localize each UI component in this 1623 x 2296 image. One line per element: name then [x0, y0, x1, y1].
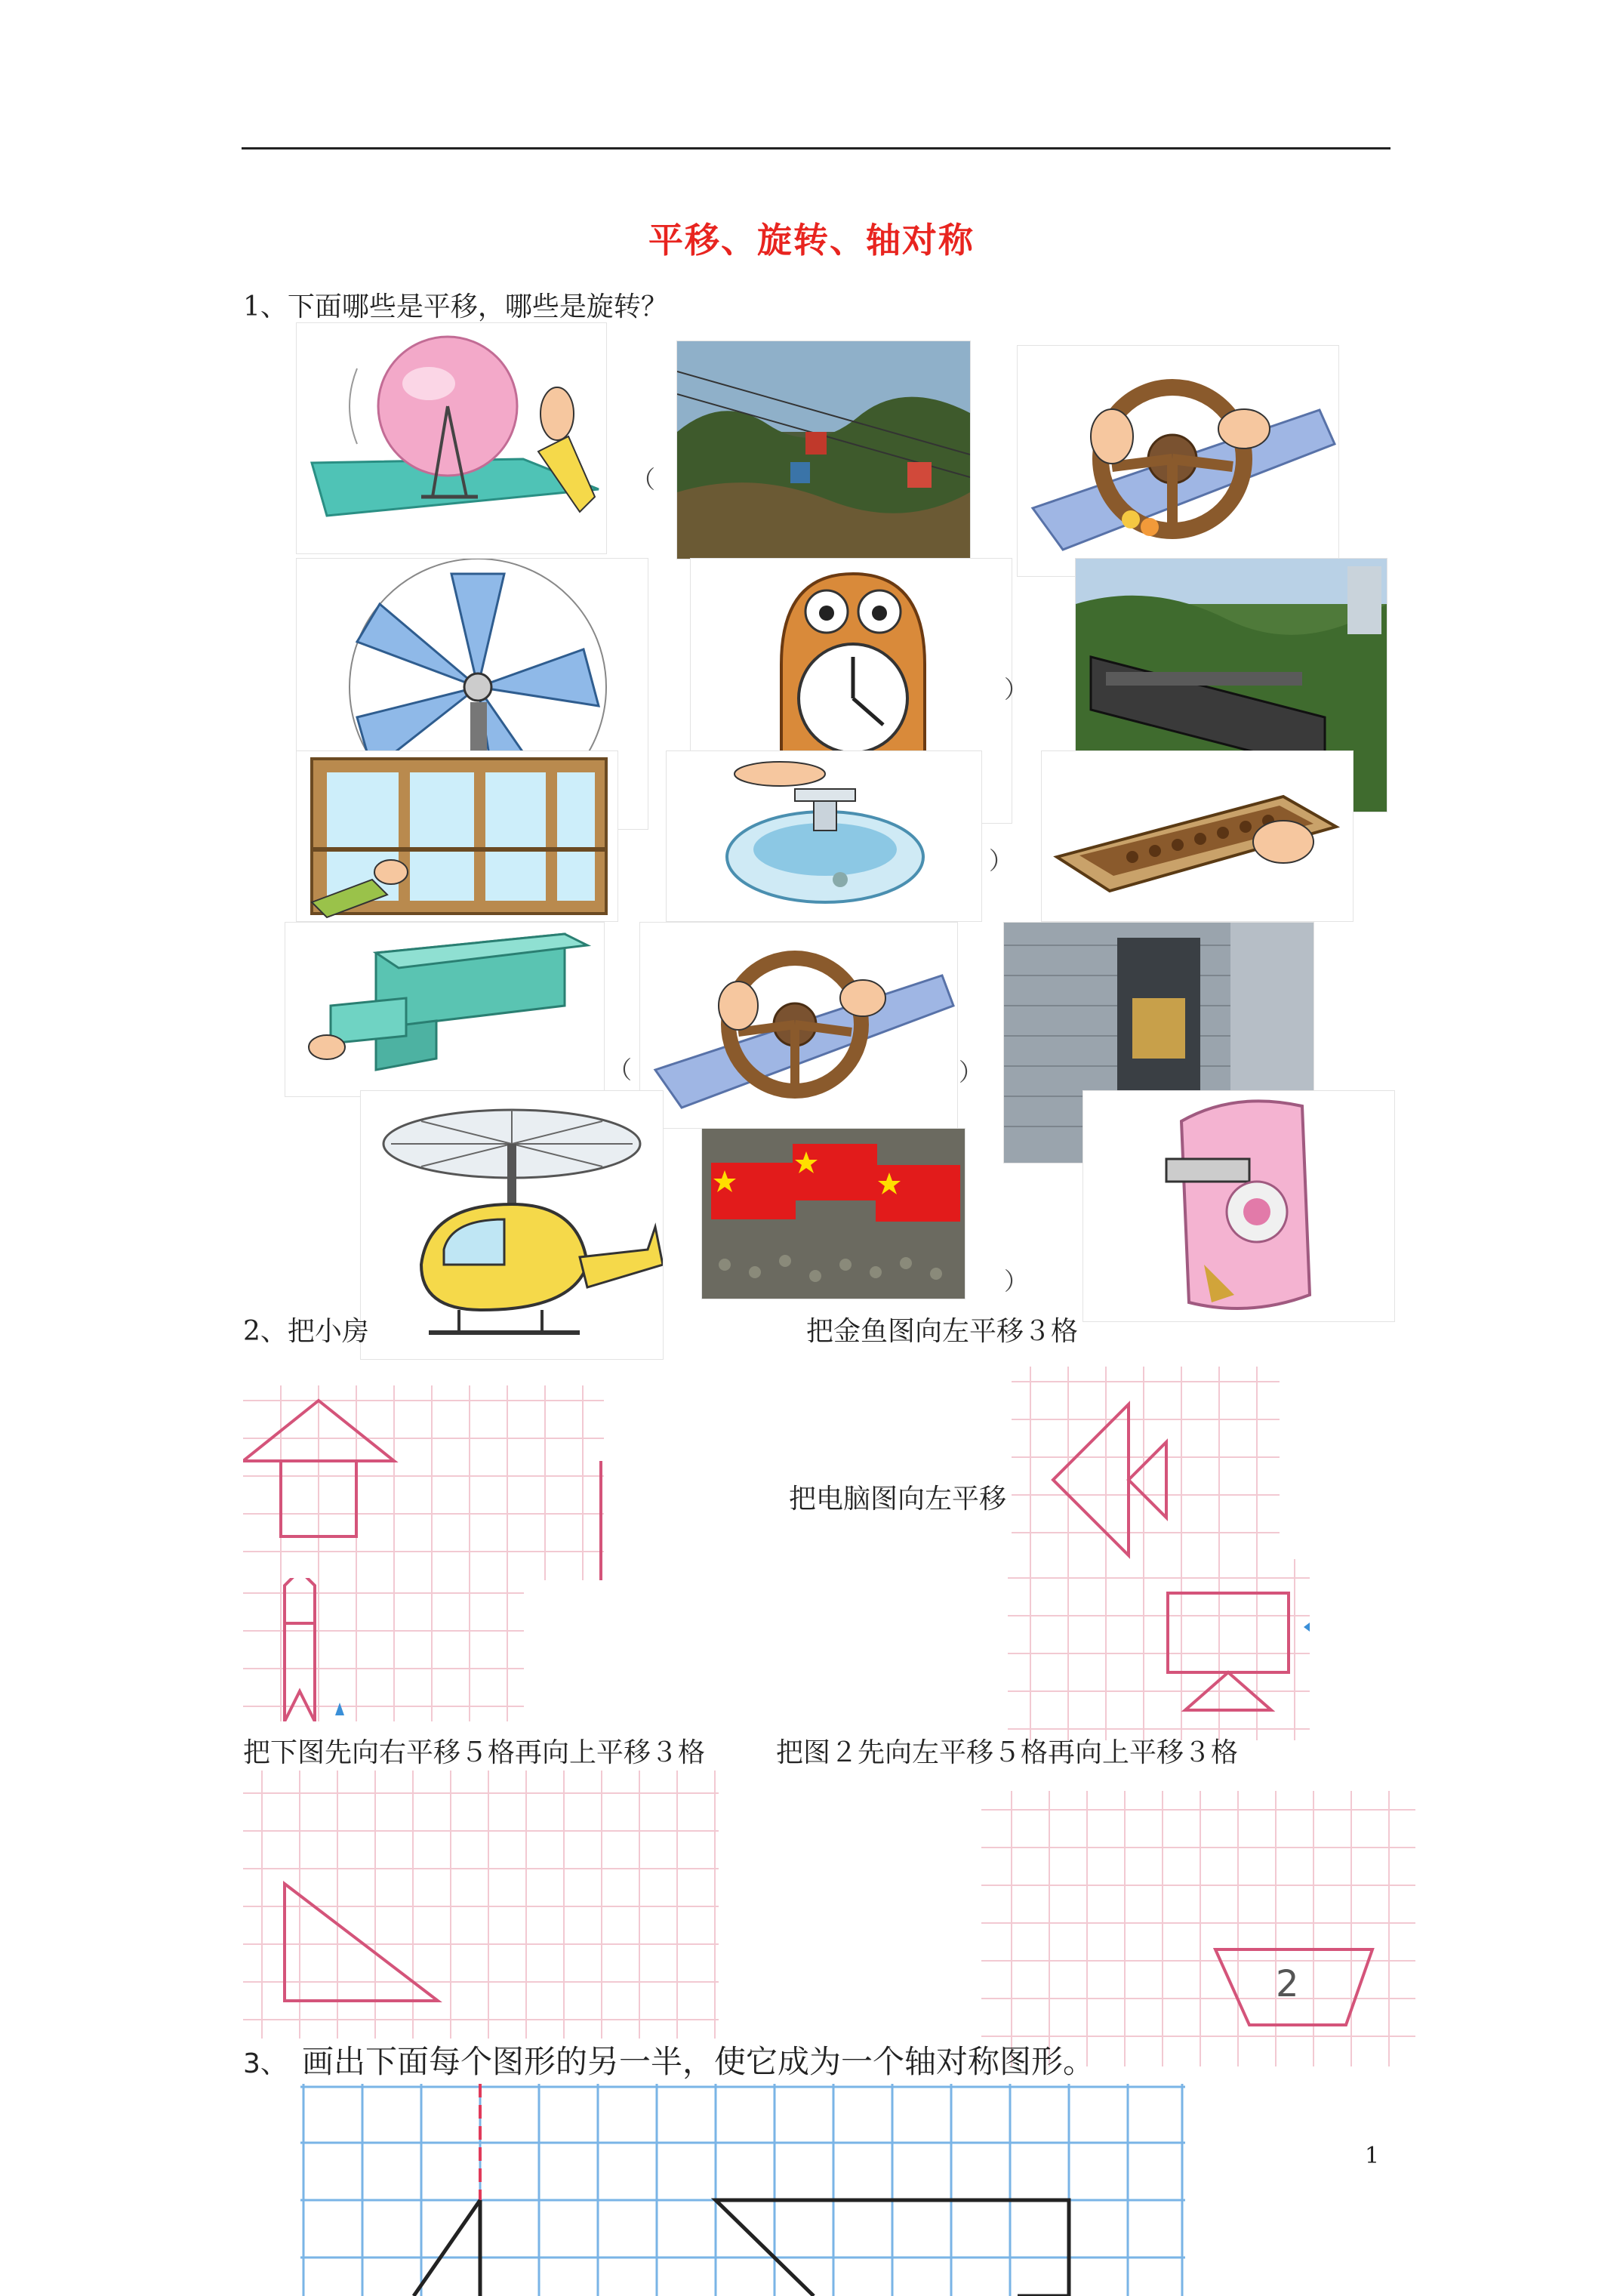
- helicopter-image: [361, 1091, 663, 1359]
- q1-prompt: 1、下面哪些是平移，哪些是旋转？: [243, 291, 668, 322]
- figure2-instruction: 把图２先向左平移５格再向上平移３格: [776, 1737, 1239, 1768]
- symmetry-grid[interactable]: [300, 2084, 1185, 2296]
- q2-prompt: 2、把小房: [243, 1316, 369, 1347]
- q3-number: 3、: [243, 2048, 288, 2079]
- answer-paren-close: ）: [959, 1058, 984, 1086]
- header-rule: [242, 147, 1390, 149]
- arrow-grid[interactable]: [243, 1578, 524, 1721]
- cd-player-image: [1083, 1091, 1394, 1321]
- answer-paren-open: （: [608, 1056, 633, 1084]
- computer-grid[interactable]: [1008, 1559, 1310, 1740]
- move-right-up-instruction: 把下图先向右平移５格再向上平移３格: [243, 1737, 706, 1768]
- faucet-image: [667, 751, 981, 921]
- sliding-window-image: [297, 751, 617, 921]
- triangle-grid[interactable]: [243, 1771, 719, 2039]
- answer-paren-open: （: [631, 465, 656, 494]
- figure2-label: 2: [1276, 1963, 1299, 2005]
- cable-car-image: [677, 341, 970, 559]
- goldfish-instruction: 把金鱼图向左平移３格: [806, 1316, 1079, 1347]
- steering-wheel-2-image: [640, 923, 957, 1128]
- q3-prompt: 画出下面每个图形的另一半，使它成为一个轴对称图形。: [302, 2043, 1095, 2080]
- house-grid[interactable]: [243, 1385, 604, 1580]
- answer-paren-close: ）: [1004, 675, 1029, 704]
- goldfish-grid[interactable]: [1012, 1367, 1280, 1563]
- spinning-globe-image: [297, 323, 606, 553]
- page-number: 1: [1365, 2143, 1380, 2169]
- flag-raising-image: [702, 1129, 965, 1299]
- answer-paren-close: ）: [1004, 1267, 1029, 1296]
- drawer-image: [285, 923, 604, 1096]
- abacus-image: [1042, 751, 1353, 921]
- figure2-grid[interactable]: [981, 1791, 1415, 2066]
- steering-wheel-image: [1018, 346, 1338, 576]
- answer-paren-close: ）: [989, 846, 1014, 875]
- page-title: 平移、旋转、轴对称: [648, 220, 975, 260]
- computer-instruction: 把电脑图向左平移: [789, 1484, 1007, 1515]
